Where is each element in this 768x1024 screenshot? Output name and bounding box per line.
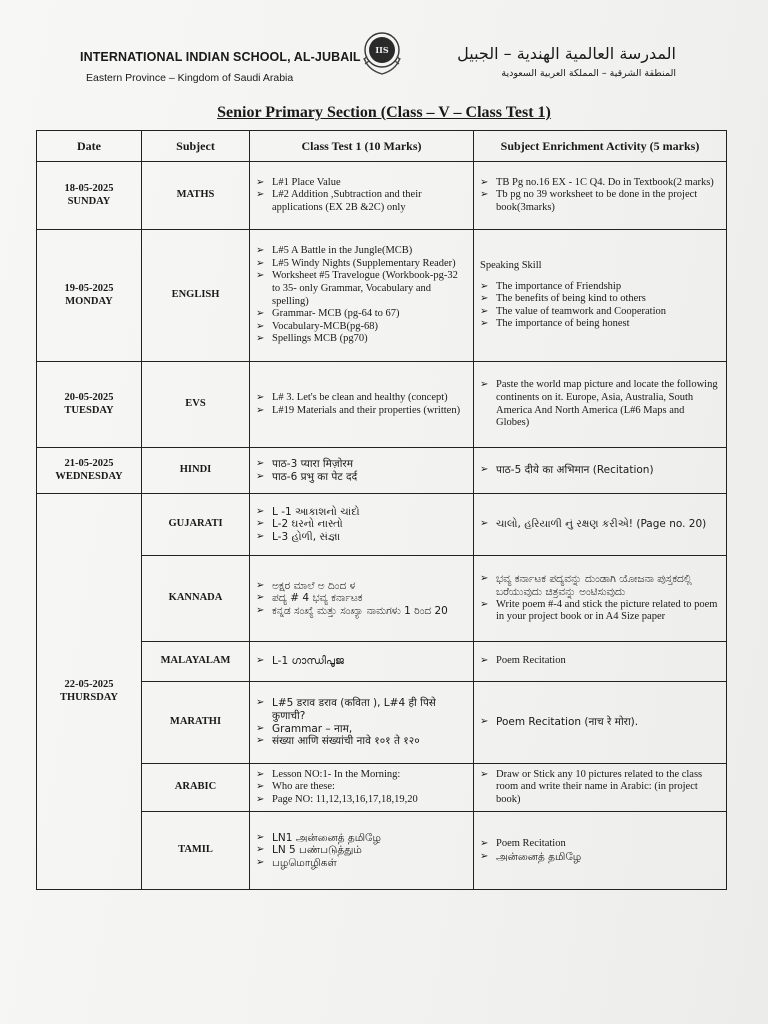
subject-cell: TAMIL <box>142 812 250 890</box>
subject-cell: MATHS <box>142 162 250 230</box>
subject-cell: MARATHI <box>142 682 250 764</box>
date-cell <box>37 448 142 494</box>
test-cell <box>250 494 474 556</box>
region-ar: المنطقة الشرقية – المملكة العربية السعودية <box>501 68 676 79</box>
date: 22-05-2025 <box>64 678 114 690</box>
list-item: ➢ Vocabulary-MCB(pg-68) <box>256 321 467 334</box>
table-header-row <box>37 131 727 162</box>
test-cell <box>250 682 474 764</box>
activity-cell <box>474 764 727 812</box>
test-cell <box>250 162 474 230</box>
list-item: ➢ Paste the world map picture and locate the following continents on it. Europe, Asia, Australia, South America And North America (L#6 Maps and Globes) <box>480 379 720 429</box>
list-item: ➢ Poem Recitation (नाच रे मोरा). <box>480 716 720 729</box>
table-row <box>37 494 727 556</box>
list-item: ➢ L#5 A Battle in the Jungle(MCB) <box>256 245 467 258</box>
school-header-en <box>80 50 361 84</box>
date-cell <box>37 230 142 362</box>
subject-cell: HINDI <box>142 448 250 494</box>
list-item: ➢ The benefits of being kind to others <box>480 293 720 306</box>
list-item: ➢ Poem Recitation <box>480 838 720 851</box>
activity-cell <box>474 812 727 890</box>
list-item: ➢ ચાલો, હરિયાળી નું રક્ષણ કરીએ! (Page no. 20) <box>480 518 720 531</box>
list-item: ➢ TB Pg no.16 EX - 1C Q4. Do in Textbook(2 marks) <box>480 177 720 190</box>
list-item: ➢ Write poem #-4 and stick the picture related to poem in your project book or in A4 Size paper <box>480 599 720 624</box>
list-item: ➢ ಅಕ್ಷರ ಮಾಲೆ ಅ ದಿಂದ ಳ <box>256 580 467 593</box>
list-item: ➢ LN1 அன்னைத் தமிழே <box>256 832 467 845</box>
list-item: ➢ ಕನ್ನಡ ಸಂಖ್ಯೆ ಮತ್ತು ಸಂಖ್ಯಾ ನಾಮಗಳು 1 ರಿಂದ 20 <box>256 605 467 618</box>
list-item: ➢ L#5 डराव डराव (कविता ), L#4 ही पिसे कुणाची? <box>256 697 467 722</box>
date-cell <box>37 162 142 230</box>
list-item: ➢ The value of teamwork and Cooperation <box>480 306 720 319</box>
list-item: ➢ Spellings MCB (pg70) <box>256 333 467 346</box>
date: 19-05-2025 <box>64 282 114 294</box>
school-logo-icon <box>358 28 406 76</box>
test-cell <box>250 642 474 682</box>
school-name-en: INTERNATIONAL INDIAN SCHOOL, AL-JUBAIL <box>80 50 361 64</box>
list-item: ➢ The importance of Friendship <box>480 281 720 294</box>
test-cell <box>250 812 474 890</box>
activity-cell <box>474 494 727 556</box>
table-row <box>37 448 727 494</box>
region-en: Eastern Province – Kingdom of Saudi Arabia <box>86 72 294 84</box>
date: 18-05-2025 <box>64 182 114 194</box>
list-item: ➢ பழமொழிகள் <box>256 857 467 870</box>
day: WEDNESDAY <box>55 470 123 482</box>
list-item: ➢ The importance of being honest <box>480 318 720 331</box>
list-item: ➢ ಭವ್ಯ ಕರ್ನಾಟಕ ಪದ್ಯವನ್ನು ದುಂಡಾಗಿ ಯೋಜನಾ ಪುಸ್ತಕದಲ್ಲಿ ಬರೆಯುವುದು ಚಿತ್ರವನ್ನು ಅಂಟಿಸುವುದು <box>480 573 720 598</box>
test-cell <box>250 230 474 362</box>
list-item: ➢ Tb pg no 39 worksheet to be done in the project book(3marks) <box>480 189 720 214</box>
list-item: ➢ L#1 Place Value <box>256 177 467 190</box>
list-item: ➢ Who are these: <box>256 781 467 794</box>
header-class-test: Class Test 1 (10 Marks) <box>250 131 474 162</box>
activity-cell <box>474 362 727 448</box>
list-item: ➢ Page NO: 11,12,13,16,17,18,19,20 <box>256 794 467 807</box>
logo-text: IIS <box>375 45 389 55</box>
table-row <box>37 162 727 230</box>
list-item: ➢ Grammar- MCB (pg-64 to 67) <box>256 308 467 321</box>
activity-cell <box>474 556 727 642</box>
list-item: ➢ L -1 આકાશનો ચાંદો <box>256 506 467 519</box>
day: TUESDAY <box>64 404 114 416</box>
list-item: ➢ पाठ-5 दीये का अभिमान (Recitation) <box>480 464 720 477</box>
test-cell <box>250 362 474 448</box>
table-row <box>37 362 727 448</box>
list-item: ➢ Grammar – नाम, <box>256 723 467 736</box>
list-item: ➢ Draw or Stick any 10 pictures related to the class room and write their name in Arabic: (in project book) <box>480 769 720 807</box>
subject-cell: KANNADA <box>142 556 250 642</box>
subject-cell: GUJARATI <box>142 494 250 556</box>
list-item: ➢ Worksheet #5 Travelogue (Workbook-pg-32 to 35- only Grammar, Vocabulary and spelling) <box>256 270 467 308</box>
header-enrichment: Subject Enrichment Activity (5 marks) <box>474 131 727 162</box>
list-item: ➢ L-1 ഗാന്ധിപൂജ <box>256 655 467 668</box>
header-date: Date <box>37 131 142 162</box>
date-cell <box>37 494 142 890</box>
timetable <box>36 130 727 890</box>
list-item: ➢ L#2 Addition ,Subtraction and their applications (EX 2B &2C) only <box>256 189 467 214</box>
list-item: ➢ L#19 Materials and their properties (written) <box>256 405 467 418</box>
subject-cell: ENGLISH <box>142 230 250 362</box>
list-item: ➢ पाठ-3 प्यारा मिज़ोरम <box>256 458 467 471</box>
subject-cell: EVS <box>142 362 250 448</box>
date: 20-05-2025 <box>64 391 114 403</box>
table-row <box>37 230 727 362</box>
section-title-text: Senior Primary Section (Class – V – Class Test 1) <box>217 104 551 121</box>
day: SUNDAY <box>67 195 111 207</box>
date-cell <box>37 362 142 448</box>
activity-cell <box>474 162 727 230</box>
activity-cell <box>474 682 727 764</box>
list-item: ➢ L#5 Windy Nights (Supplementary Reader) <box>256 258 467 271</box>
subject-cell: MALAYALAM <box>142 642 250 682</box>
header-subject: Subject <box>142 131 250 162</box>
section-title <box>0 104 768 122</box>
date: 21-05-2025 <box>64 457 114 469</box>
list-item: ➢ L-2 ઘરનો નાસ્તો <box>256 518 467 531</box>
list-item: ➢ அன்னைத் தமிழே <box>480 851 720 864</box>
test-cell <box>250 556 474 642</box>
list-item: ➢ संख्या आणि संख्यांची नावे १०१ ते १२० <box>256 735 467 748</box>
list-item: ➢ Poem Recitation <box>480 655 720 668</box>
activity-cell <box>474 642 727 682</box>
activity-intro: Speaking Skill <box>480 260 542 272</box>
list-item: ➢ L# 3. Let's be clean and healthy (concept) <box>256 392 467 405</box>
test-cell <box>250 764 474 812</box>
school-name-ar: المدرسة العالمية الهندية – الجبيل <box>457 44 676 63</box>
subject-cell: ARABIC <box>142 764 250 812</box>
activity-cell <box>474 230 727 362</box>
list-item: ➢ ಪದ್ಯ # 4 ಭವ್ಯ ಕರ್ನಾಟಕ <box>256 592 467 605</box>
list-item: ➢ LN 5 பண்படுத்தும் <box>256 844 467 857</box>
school-header-ar <box>457 44 676 79</box>
list-item: ➢ L-3 હોળી, સંજ્ઞા <box>256 531 467 544</box>
day: THURSDAY <box>60 691 118 703</box>
list-item: ➢ पाठ-6 प्रभु का पेट दर्द <box>256 471 467 484</box>
activity-cell <box>474 448 727 494</box>
day: MONDAY <box>65 295 113 307</box>
list-item: ➢ Lesson NO:1- In the Morning: <box>256 769 467 782</box>
test-cell <box>250 448 474 494</box>
